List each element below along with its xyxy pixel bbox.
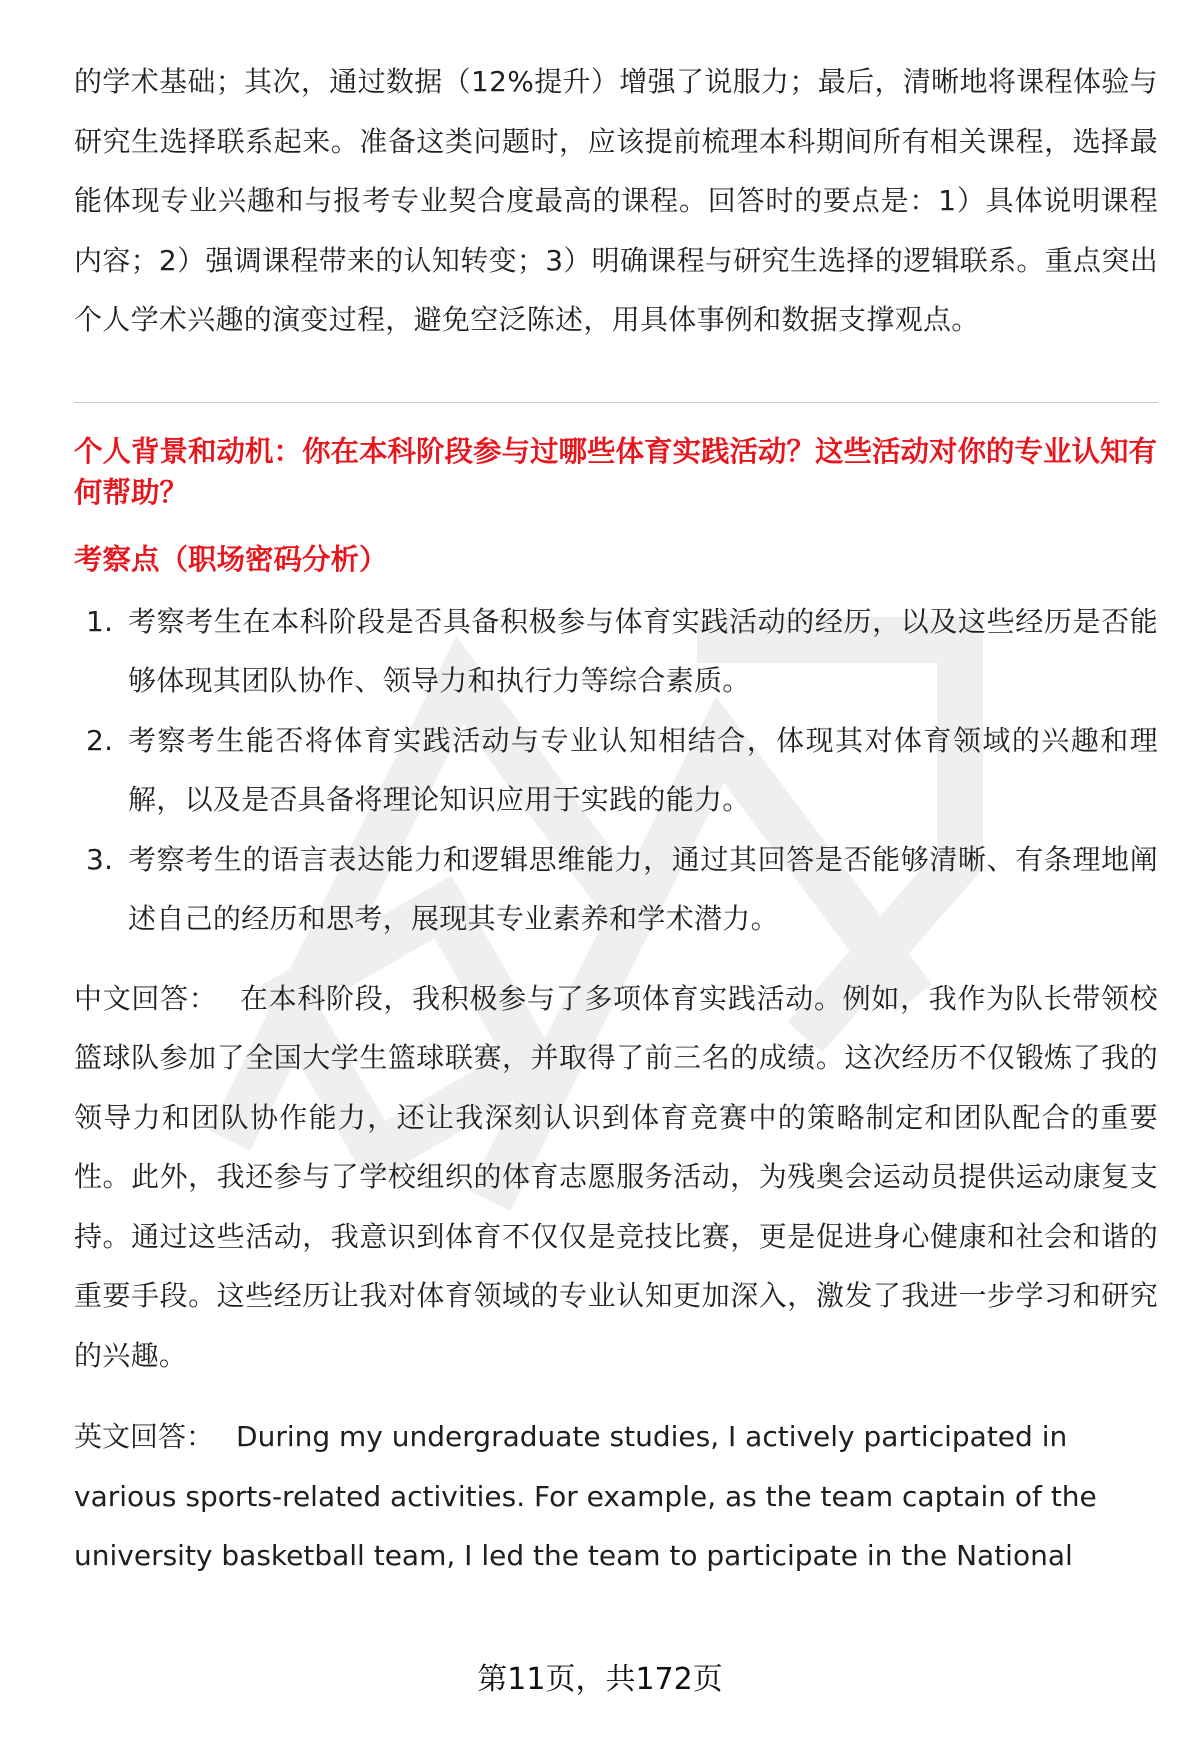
exam-points-list (74, 592, 1158, 949)
exam-point-number: 1. (86, 604, 114, 638)
exam-point-number: 2. (86, 723, 114, 757)
exam-point-text: 考察考生能否将体育实践活动与专业认知相结合，体现其对体育领域的兴趣和理解，以及是否具备将理论知识应用于实践的能力。 (128, 723, 1158, 816)
exam-point-item (74, 830, 1158, 949)
exam-point-item (74, 711, 1158, 830)
continuation-paragraph: 的学术基础；其次，通过数据（12%提升）增强了说服力；最后，清晰地将课程体验与研究生选择联系起来。准备这类问题时，应该提前梳理本科期间所有相关课程，选择最能体现专业兴趣和与报考专业契合度最高的课程。回答时的要点是：1）具体说明课程内容；2）强调课程带来的认知转变；3）明确课程与研究生选择的逻辑联系。重点突出个人学术兴趣的演变过程，避免空泛陈述，用具体事例和数据支撑观点。 (74, 65, 1158, 336)
chinese-answer-text: 在本科阶段，我积极参与了多项体育实践活动。例如，我作为队长带领校篮球队参加了全国大学生篮球联赛，并取得了前三名的成绩。这次经历不仅锻炼了我的领导力和团队协作能力，还让我深刻认识到体育竞赛中的策略制定和团队配合的重要性。此外，我还参与了学校组织的体育志愿服务活动，为残奥会运动员提供运动康复支持。通过这些活动，我意识到体育不仅仅是竞技比赛，更是促进身心健康和社会和谐的重要手段。这些经历让我对体育领域的专业认知更加深入，激发了我进一步学习和研究的兴趣。 (74, 981, 1158, 1372)
chinese-answer (74, 969, 1158, 1386)
exam-point-item (74, 592, 1158, 711)
english-answer-label: 英文回答： (74, 1420, 215, 1453)
exam-point-number: 3. (86, 842, 114, 876)
chinese-answer-label: 中文回答： (74, 981, 218, 1015)
document-page (74, 52, 1158, 1586)
english-answer (74, 1407, 1158, 1586)
english-answer-text: During my undergraduate studies, I actively participated in various sports-related activities. For example, as the team captain of the university basketball team, I led the team to participate in the National (74, 1420, 1097, 1572)
page-number-footer: 第11页，共172页 (477, 1662, 723, 1697)
exam-point-text: 考察考生的语言表达能力和逻辑思维能力，通过其回答是否能够清晰、有条理地阐述自己的经历和思考，展现其专业素养和学术潜力。 (128, 842, 1158, 935)
exam-point-text: 考察考生在本科阶段是否具备积极参与体育实践活动的经历，以及这些经历是否能够体现其团队协作、领导力和执行力等综合素质。 (128, 604, 1158, 697)
exam-points-heading: 考察点（职场密码分析） (74, 542, 388, 576)
question-heading: 个人背景和动机：你在本科阶段参与过哪些体育实践活动？这些活动对你的专业认知有何帮助？ (74, 434, 1158, 509)
section-divider (74, 402, 1158, 403)
